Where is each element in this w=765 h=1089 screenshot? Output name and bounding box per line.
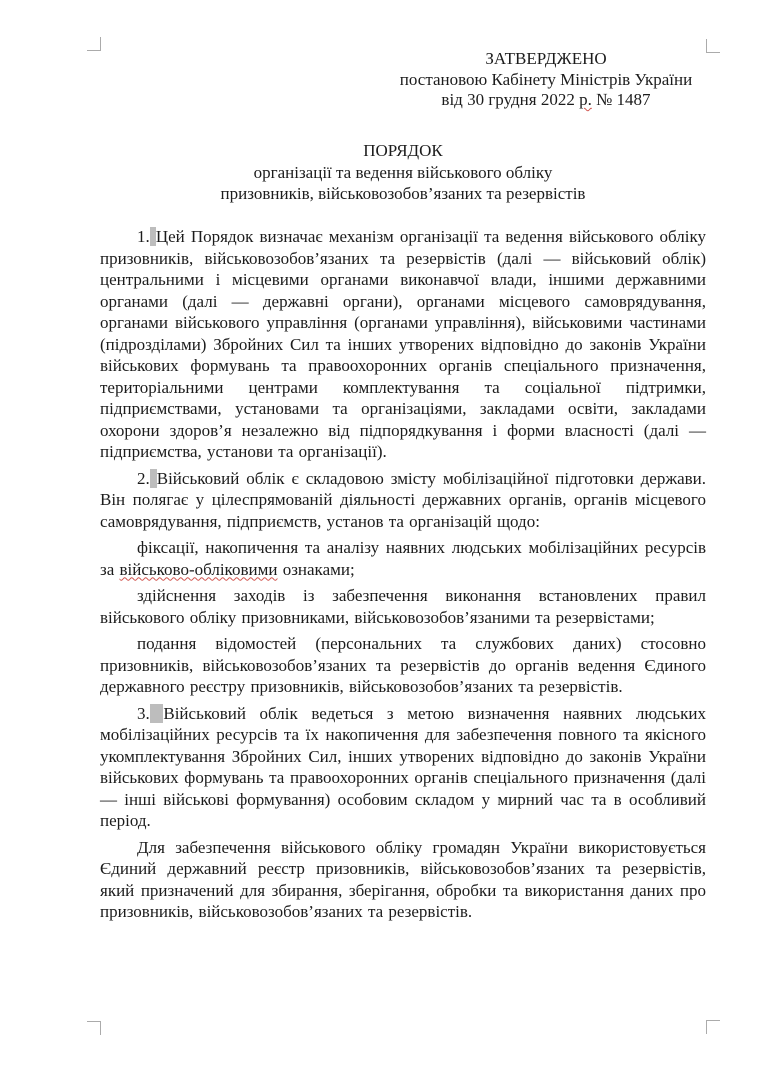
paragraph-1-text: Цей Порядок визначає механізм організації та ведення військового обліку призовників, військовозобов’язаних та резервістів (далі — військовий облік) центральними і місцевими органами виконавчої влади, іншими державними органами (далі — державні органи), органами місцевого самоврядування, органами військового управління (органами управління), військовими частинами (підрозділами) Збройних Сил та інших утворених відповідно до законів України військових формувань та правоохоронних органів спеціального призначення, територіальними центрами комплектування та соціальної підтримки, підприємствами, установами та організаціями, закладами освіти, закладами охорони здоров’я незалежно від підпорядкування і форми власності (далі — підприємства, установи та організації). [100,227,707,461]
approval-date-prefix: від 30 грудня 2022 [441,90,580,109]
list-item-1-before: фіксації, накопичення та аналізу наявних людських мобілізаційних ресурсів за [100,538,706,579]
crop-mark-bottom-left [87,1021,101,1035]
approval-date [370,90,722,111]
approval-authority: постановою Кабінету Міністрів України [399,69,693,89]
document-title [100,140,706,205]
list-item-1 [100,537,706,580]
paragraph-3 [100,703,706,832]
shaded-space-mark [150,704,164,723]
crop-mark-top-left [87,37,101,51]
shaded-space-mark [150,469,157,488]
title-line-2: організації та ведення військового обліку [253,162,553,182]
list-item-3: подання відомостей (персональних та службових даних) стосовно призовників, військовозобов’язаних та резервістів до органів ведення Єдиного державного реєстру призовників, військовозобов’язаних та резервістів. [100,634,706,696]
crop-mark-bottom-right [706,1020,720,1034]
approval-block [370,49,722,111]
list-item-2: здійснення заходів із забезпечення виконання встановлених правил військового обліку призовниками, військовозобов’язаними та резервістами; [100,586,706,627]
list-item-1-after: ознаками; [277,559,355,579]
title-line-3: призовників, військовозобов’язаних та резервістів [220,184,586,204]
document-body [100,226,706,928]
spellcheck-word: військово-обліковими [119,559,278,579]
approval-label: ЗАТВЕРДЖЕНО [485,49,607,68]
paragraph-3-number: 3. [137,703,150,723]
approval-date-suffix: № 1487 [591,90,651,109]
spellcheck-word: р. [579,90,592,109]
title-line-1: ПОРЯДОК [363,141,443,160]
paragraph-4: Для забезпечення військового обліку громадян України використовується Єдиний державний реєстр призовників, військовозобов’язаних та резервістів, який призначений для збирання, зберігання, обробки та використання даних про призовників, військовозобов’язаних та резервістів. [100,837,706,921]
paragraph-1 [100,226,706,463]
paragraph-1-number: 1. [137,227,150,246]
paragraph-2-text: Військовий облік є складовою змісту мобілізаційної підготовки держави. Він полягає у цілеспрямованій діяльності державних органів, органів місцевого самоврядування, підприємств, установ та організацій щодо: [100,468,707,531]
paragraph-2 [100,468,706,533]
paragraph-3-text: Військовий облік ведеться з метою визначення наявних людських мобілізаційних ресурсів та їх накопичення для забезпечення повного та якісного укомплектування Збройних Сил, інших утворених відповідно до законів України військових формувань та правоохоронних органів спеціального призначення (далі — інші військові формування) особовим складом у мирний час та в особливий період. [100,703,707,830]
paragraph-2-number: 2. [137,468,150,488]
